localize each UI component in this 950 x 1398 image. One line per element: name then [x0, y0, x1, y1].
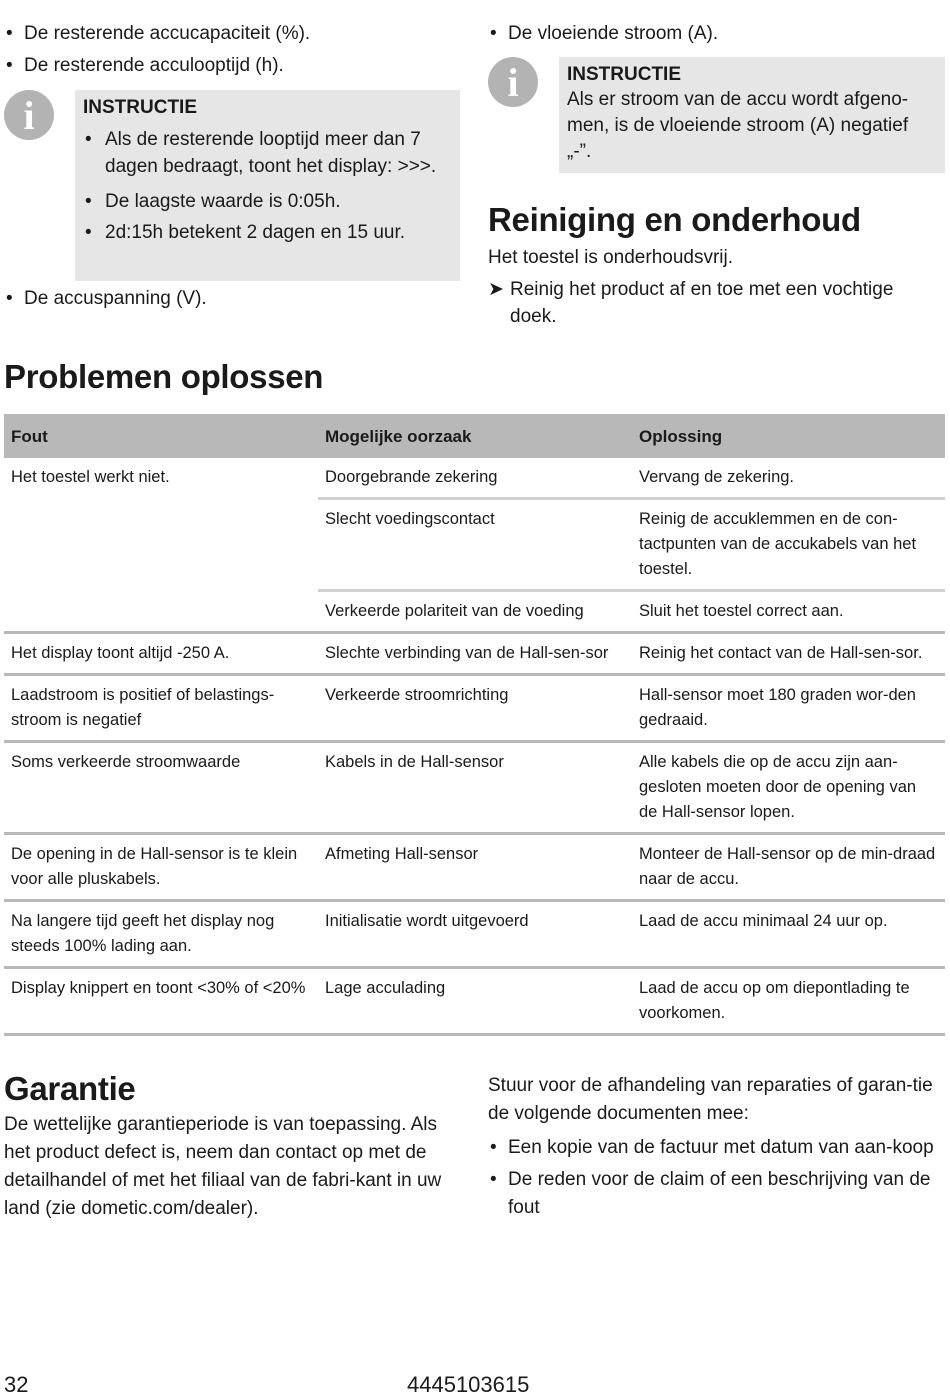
table-header-row — [4, 414, 945, 458]
bullet-item: • De vloeiende stroom (A). — [488, 20, 944, 47]
cause-cell: Afmeting Hall-sensor — [318, 834, 632, 901]
cause-cell: Initialisatie wordt uitgevoerd — [318, 901, 632, 968]
solution-cell: Sluit het toestel correct aan. — [632, 591, 945, 633]
bullet-item: • De resterende acculooptijd (h). — [4, 52, 464, 79]
paragraph: De wettelijke garantieperiode is van toepassing. Als het product defect is, neem dan contact op met de detailhandel of met het filiaal van de fabri-kant in uw land (zie dometic.com/dealer). — [4, 1114, 442, 1219]
warranty-right — [488, 1072, 944, 1222]
column-header: Fout — [4, 414, 318, 458]
note-title: INSTRUCTIE — [83, 97, 197, 118]
cause-cell: Verkeerde stroomrichting — [318, 675, 632, 742]
instruction-step — [488, 276, 944, 330]
note-item: • De laagste waarde is 0:05h. — [83, 188, 452, 215]
table-row — [4, 458, 945, 499]
warranty-left — [4, 1069, 456, 1223]
bullet-item: • Een kopie van de factuur met datum van aan-koop — [488, 1134, 944, 1162]
solution-cell: Laad de accu op om diepontlading te voorkomen. — [632, 968, 945, 1035]
table-row — [4, 742, 945, 834]
solution-cell: Reinig de accuklemmen en de con-tactpunten van de accukabels van het toestel. — [632, 499, 945, 591]
cause-cell: Slechte verbinding van de Hall-sen-sor — [318, 633, 632, 675]
fault-cell: Soms verkeerde stroomwaarde — [4, 742, 318, 834]
fault-cell: De opening in de Hall-sensor is te klein voor alle pluskabels. — [4, 834, 318, 901]
table-row — [4, 834, 945, 901]
cause-cell: Slecht voedingscontact — [318, 499, 632, 591]
solution-cell: Reinig het contact van de Hall-sen-sor. — [632, 633, 945, 675]
arrow-icon: ➤ — [488, 279, 504, 300]
column-header: Oplossing — [632, 414, 945, 458]
fault-cell: Het display toont altijd -250 A. — [4, 633, 318, 675]
solution-cell: Vervang de zekering. — [639, 468, 795, 486]
fault-cell: Laadstroom is positief of belastings-stroom is negatief — [4, 675, 318, 742]
info-icon: i — [488, 57, 538, 107]
fault-cell: Display knippert en toont <30% of <20% — [4, 968, 318, 1035]
page-number: 32 — [4, 1372, 29, 1397]
note-item: • Als de resterende looptijd meer dan 7 dagen bedraagt, toont het display: >>>. — [83, 126, 452, 180]
table-row — [4, 675, 945, 742]
cause-cell: Doorgebrande zekering — [325, 468, 498, 486]
instruction-note — [559, 57, 945, 173]
solution-cell: Alle kabels die op de accu zijn aan-gesloten moeten door de opening van de Hall-sensor lopen. — [632, 742, 945, 834]
section-title: Problemen oplossen — [4, 358, 324, 395]
table-row — [4, 901, 945, 968]
fault-cell: Het toestel werkt niet. — [11, 468, 170, 486]
paragraph: Stuur voor de afhandeling van reparaties of garan-tie de volgende documenten mee: — [488, 1075, 933, 1124]
troubleshooting-table — [4, 414, 945, 1036]
table-row — [4, 968, 945, 1035]
section-title: Reiniging en onderhoud — [488, 201, 861, 238]
note-item: • 2d:15h betekent 2 dagen en 15 uur. — [83, 219, 452, 246]
instruction-note — [75, 90, 460, 281]
paragraph: Het toestel is onderhoudsvrij. — [488, 247, 734, 268]
left-top-column — [4, 20, 464, 79]
fault-cell: Na langere tijd geeft het display nog steeds 100% lading aan. — [4, 901, 318, 968]
cause-cell: Kabels in de Hall-sensor — [318, 742, 632, 834]
solution-cell: Hall-sensor moet 180 graden wor-den gedraaid. — [632, 675, 945, 742]
info-icon: i — [4, 90, 54, 140]
cause-cell: Lage acculading — [318, 968, 632, 1035]
instruction-step-text: Reinig het product af en toe met een vochtige doek. — [510, 279, 894, 327]
note-title: INSTRUCTIE — [567, 64, 681, 85]
cleaning-section — [488, 200, 944, 330]
bullet-item: • De reden voor de claim of een beschrijving van de fout — [488, 1166, 944, 1222]
cause-cell: Verkeerde polariteit van de voeding — [318, 591, 632, 633]
note-text: Als er stroom van de accu wordt afgeno-men, is de vloeiende stroom (A) negatief „-”. — [567, 89, 909, 162]
bullet-item: • De resterende accucapaciteit (%). — [4, 20, 464, 47]
right-top-column — [488, 20, 944, 47]
document-number: 4445103615 — [407, 1372, 530, 1397]
section-title: Garantie — [4, 1070, 136, 1107]
solution-cell: Laad de accu minimaal 24 uur op. — [632, 901, 945, 968]
table-row — [4, 633, 945, 675]
column-header: Mogelijke oorzaak — [318, 414, 632, 458]
bullet-item: • De accuspanning (V). — [4, 285, 464, 312]
left-after-note — [4, 285, 464, 312]
solution-cell: Monteer de Hall-sensor op de min-draad naar de accu. — [632, 834, 945, 901]
